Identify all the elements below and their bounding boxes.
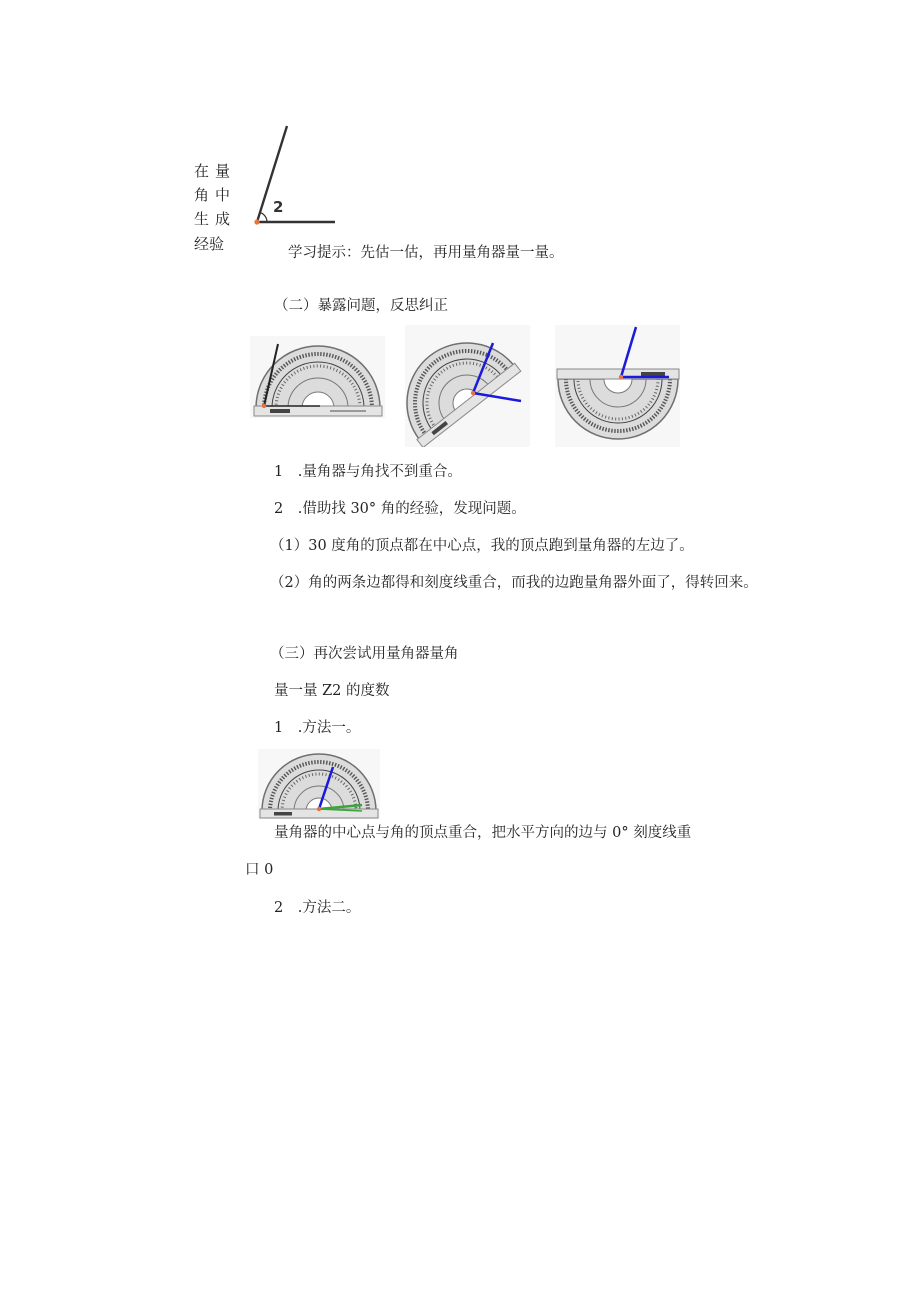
hint-text: 学习提示：先估一估，再用量角器量一量。 [288, 245, 564, 261]
method-1-description-line-1: 量角器的中心点与角的顶点重合，把水平方向的边与 0° 刻度线重 [274, 825, 692, 841]
method-1-description-line-2: 口 0 [245, 862, 274, 878]
problem-point-1: 1 .量角器与角找不到重合。 [274, 464, 462, 480]
protractor-image-1 [250, 336, 385, 418]
section2-heading: （二）暴露问题，反思纠正 [274, 298, 448, 314]
protractor-image-4 [258, 749, 380, 819]
problem-sub-1: （1）30 度角的顶点都在中心点，我的顶点跑到量角器的左边了。 [270, 538, 694, 554]
angle-vertex [254, 219, 259, 224]
measure-task: 量一量 Z2 的度数 [274, 683, 390, 699]
method-1-label: 1 .方法一。 [274, 720, 361, 736]
problem-point-2: 2 .借助找 30° 角的经验，发现问题。 [274, 501, 526, 517]
side-label-line-2: 角中 [194, 186, 237, 204]
section3-heading: （三）再次尝试用量角器量角 [270, 646, 459, 662]
protractor-image-2 [405, 325, 530, 447]
problem-sub-2: （2）角的两条边都得和刻度线重合，而我的边跑量角器外面了，得转回来。 [270, 575, 758, 591]
method-2-label: 2 .方法二。 [274, 900, 361, 916]
angle-label: 2 [273, 198, 284, 216]
side-label-line-3: 生成 [194, 210, 237, 228]
protractor-image-3 [555, 325, 680, 447]
angle-arc [261, 213, 267, 222]
angle-2-figure [245, 122, 340, 230]
side-label-line-1: 在量 [194, 162, 237, 180]
side-label-line-4: 经验 [194, 235, 225, 253]
